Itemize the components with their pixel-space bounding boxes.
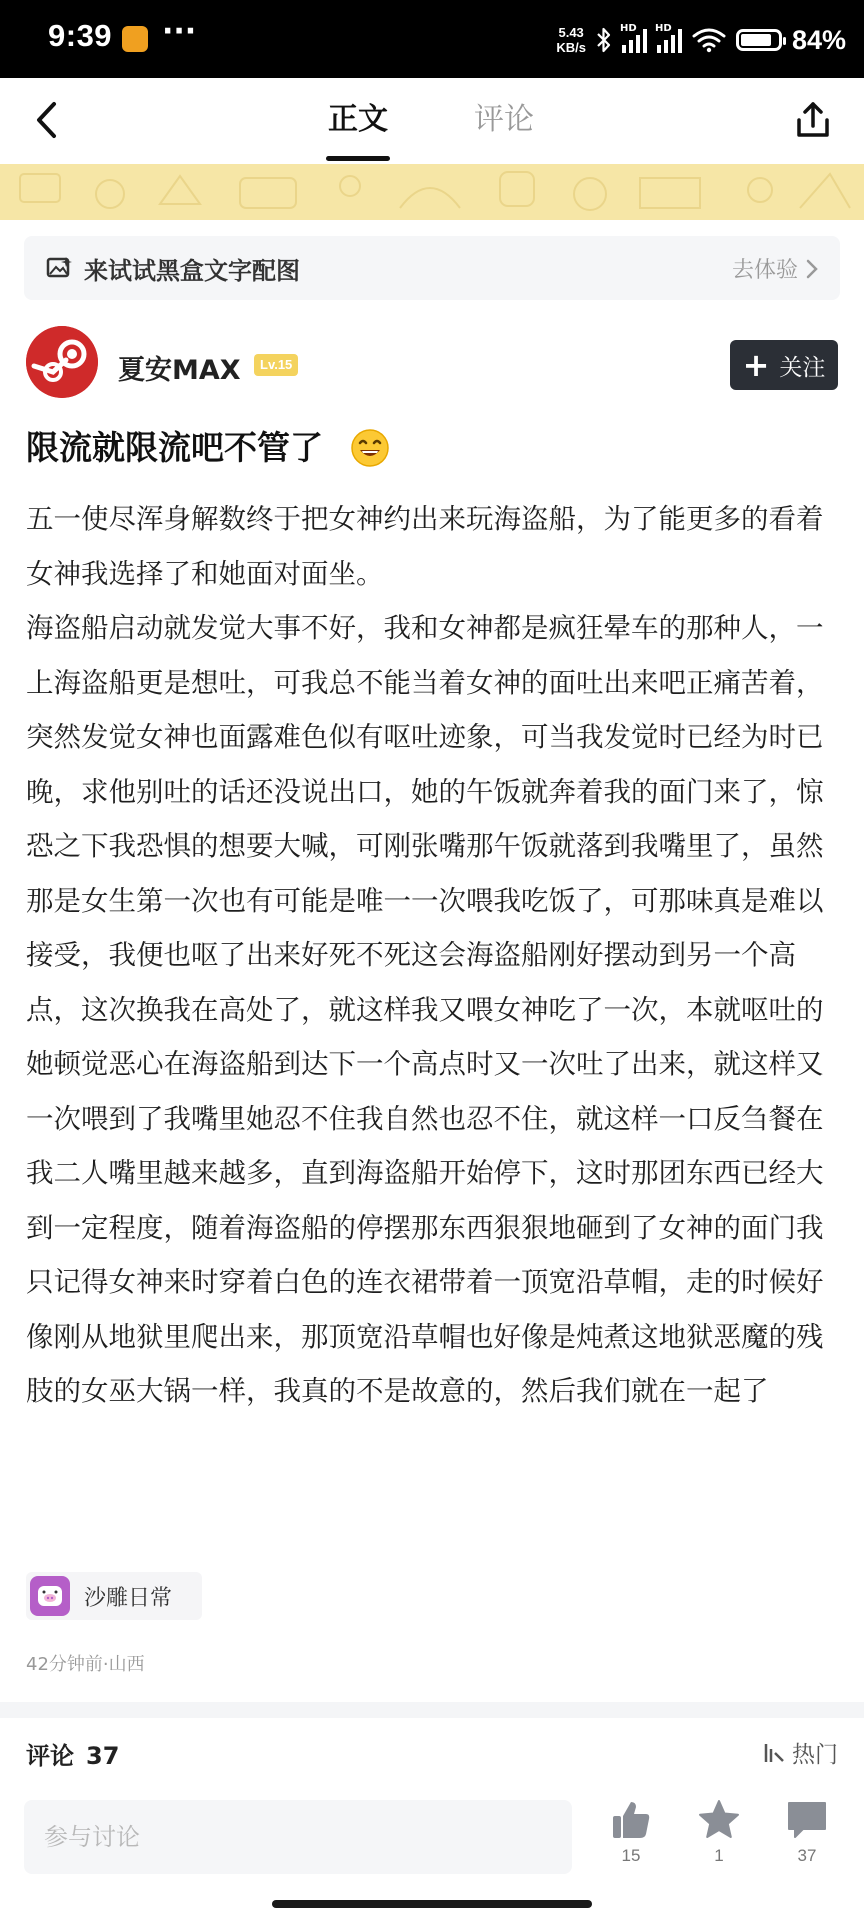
favorite-count: 1 (714, 1846, 724, 1865)
tab-comments[interactable]: 评论 (474, 102, 534, 137)
smiling-emoji-icon (350, 428, 390, 468)
banner-pattern (0, 164, 864, 220)
battery-percent: 84% (791, 24, 846, 55)
back-button[interactable] (22, 92, 72, 148)
topic-tag[interactable] (26, 1572, 202, 1620)
pig-face-icon (30, 1576, 70, 1616)
image-text-icon (46, 256, 72, 280)
post-meta: 42分钟前·山西 (26, 1654, 145, 1675)
comment-bubble-icon (785, 1798, 829, 1842)
sort-hot-button[interactable] (762, 1736, 838, 1769)
tip-action-label: 去体验 (731, 258, 798, 283)
bluetooth-icon (596, 26, 612, 54)
comments-header (26, 1736, 119, 1771)
post-title: 限流就限流吧不管了 (26, 428, 323, 467)
comment-input[interactable] (24, 1800, 572, 1874)
network-speed-value: 5.43 (558, 25, 584, 40)
post-body (26, 492, 840, 1419)
status-bar (0, 0, 864, 78)
steam-logo-icon (26, 326, 98, 398)
tab-article[interactable]: 正文 (328, 102, 388, 137)
image-text-tip-bar[interactable] (24, 236, 840, 300)
comments-count: 37 (86, 1742, 120, 1770)
author-avatar[interactable] (26, 326, 98, 398)
comment-button[interactable] (772, 1798, 842, 1866)
battery-level-fill (741, 34, 771, 46)
level-badge: Lv.15 (254, 354, 298, 376)
comment-count: 37 (797, 1846, 817, 1865)
star-icon (697, 1798, 741, 1842)
topic-label: 沙雕日常 (84, 1585, 173, 1611)
like-button[interactable] (596, 1798, 666, 1866)
share-button[interactable] (788, 94, 838, 146)
promo-banner (0, 164, 864, 220)
section-divider (0, 1702, 864, 1718)
plus-icon: + (742, 346, 770, 384)
post-paragraph: 五一使尽浑身解数终于把女神约出来玩海盗船，为了能更多的看着女神我选择了和她面对面坐。 (26, 503, 824, 590)
post-paragraph: 海盗船启动就发觉大事不好，我和女神都是疯狂晕车的那种人，一上海盗船更是想吐，可我总不能当着女神的面吐出来吧正痛苦着，突然发觉女神也面露难色似有呕吐迹象，可当我发觉时已经为时已晚，求他别吐的话还没说出口，她的午饭就奔着我的面门来了，惊恐之下我恐惧的想要大喊，可刚张嘴那午饭就落到我嘴里了，虽然那是女生第一次也有可能是唯一一次喂我吃饭了，可那味真是难以接受，我便也呕了出来好死不死这会海盗船刚好摆动到另一个高点，这次换我在高处了，就这样我又喂女神吃了一次，本就呕吐的她顿觉恶心在海盗船到达下一个高点时又一次吐了出来，就这样又一次喂到了我嘴里她忍不住我自然也忍不住，就这样一口反刍餐在我二人嘴里越来越多，直到海盗船开始停下，这时那团东西已经大到一定程度，随着海盗船的停摆那东西狠狠地砸到了女神的面门我只记得女神来时穿着白色的连衣裙带着一顶宽沿草帽，走的时候好像刚从地狱里爬出来，那顶宽沿草帽也好像是炖煮这地狱恶魔的残肢的女巫大锅一样，我真的不是故意的，然后我们就在一起了 (26, 612, 824, 1407)
tip-text: 来试试黑盒文字配图 (84, 257, 300, 285)
network-speed (556, 25, 586, 55)
signal-hd-label: HD (619, 23, 637, 34)
tip-try-link[interactable] (732, 253, 818, 284)
chevron-right-icon (806, 259, 818, 279)
active-tab-indicator (326, 156, 390, 161)
status-indicators (556, 18, 846, 62)
like-count: 15 (621, 1846, 641, 1865)
sort-label: 热门 (792, 1742, 838, 1768)
thumbs-up-icon (609, 1798, 653, 1842)
network-speed-unit: KB/s (556, 40, 586, 55)
signal-icon (619, 23, 647, 53)
follow-label: 关注 (779, 354, 826, 381)
author-name[interactable]: 夏安MAX (118, 355, 241, 386)
follow-button[interactable] (730, 340, 838, 390)
status-time: 9:39 (48, 18, 113, 53)
top-nav (0, 78, 864, 164)
favorite-button[interactable] (684, 1798, 754, 1866)
comments-label: 评论 (26, 1742, 74, 1770)
app-notification-icon (122, 26, 148, 52)
home-indicator[interactable] (272, 1900, 592, 1908)
status-more-dots: ··· (162, 14, 197, 49)
sort-icon (762, 1741, 786, 1765)
share-icon (793, 100, 833, 140)
back-arrow-icon (34, 100, 60, 140)
signal-icon (654, 23, 682, 53)
signal-hd-label: HD (654, 23, 672, 34)
battery-icon (736, 29, 782, 51)
wifi-icon (692, 27, 726, 53)
